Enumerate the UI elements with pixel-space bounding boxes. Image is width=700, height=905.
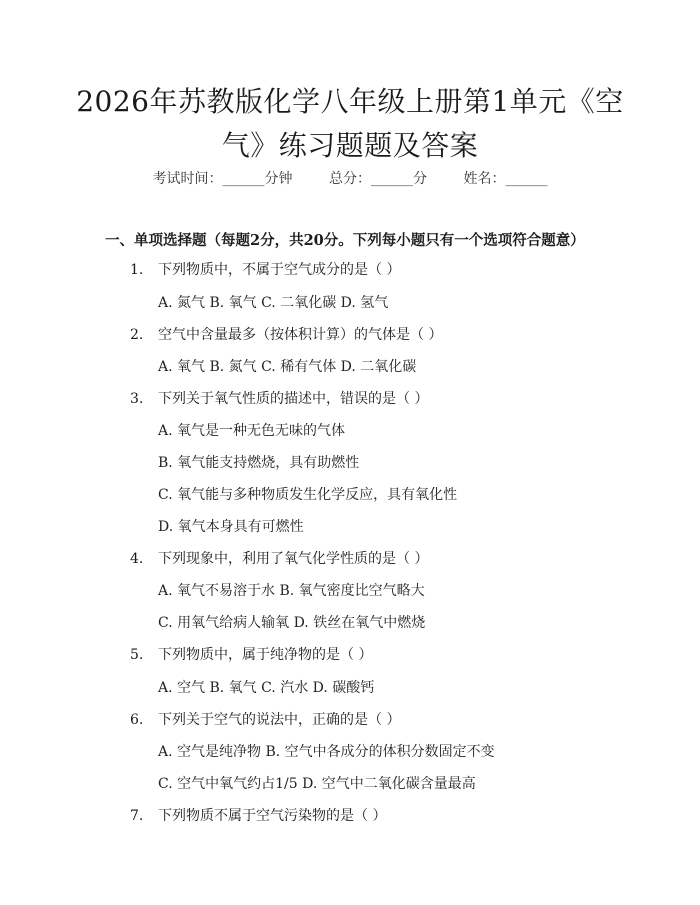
question-6: [130, 709, 400, 729]
question-3-option-a: A. 氧气是一种无色无味的气体: [158, 423, 346, 439]
question-text: 下列现象中，利用了氧气化学性质的是（ ）: [158, 551, 429, 567]
question-3: [130, 388, 428, 408]
question-2-options: A. 氧气 B. 氮气 C. 稀有气体 D. 二氧化碳: [158, 359, 417, 375]
student-name: 姓名：______: [463, 171, 548, 187]
question-4-options-cd: C. 用氧气给病人输氧 D. 铁丝在氧气中燃烧: [158, 615, 426, 631]
exam-score: 总分：______分: [329, 171, 427, 187]
title-line-2: 气》练习题题及答案: [221, 129, 479, 162]
exam-time: 考试时间：______分钟: [152, 171, 293, 187]
question-4: [130, 548, 428, 568]
question-4-options-ab: A. 氧气不易溶于水 B. 氧气密度比空气略大: [158, 583, 425, 599]
question-1-options: A. 氮气 B. 氧气 C. 二氧化碳 D. 氢气: [158, 295, 389, 311]
question-3-option-c: C. 氧气能与多种物质发生化学反应，具有氧化性: [158, 487, 458, 503]
question-text: 下列物质中，属于纯净物的是（ ）: [158, 647, 373, 663]
document-title: [60, 80, 640, 168]
question-6-options-cd: C. 空气中氧气约占1/5 D. 空气中二氧化碳含量最高: [158, 776, 476, 792]
question-text: 下列物质中，不属于空气成分的是（ ）: [158, 262, 401, 278]
question-7: [130, 805, 386, 825]
question-5-options: A. 空气 B. 氧气 C. 汽水 D. 碳酸钙: [158, 680, 375, 696]
question-number: 5.: [130, 647, 144, 663]
question-number: 3.: [130, 391, 144, 407]
question-5: [130, 644, 372, 664]
question-number: 6.: [130, 712, 144, 728]
question-6-options-ab: A. 空气是纯净物 B. 空气中各成分的体积分数固定不变: [158, 744, 495, 760]
question-number: 7.: [130, 808, 144, 824]
question-1: [130, 259, 400, 279]
exam-meta: [0, 168, 700, 188]
question-text: 下列物质不属于空气污染物的是（ ）: [158, 808, 387, 824]
question-number: 1.: [130, 262, 144, 278]
question-text: 空气中含量最多（按体积计算）的气体是（ ）: [158, 327, 443, 343]
question-text: 下列关于氧气性质的描述中，错误的是（ ）: [158, 391, 429, 407]
title-line-1: 2026年苏教版化学八年级上册第1单元《空: [76, 85, 624, 118]
question-number: 4.: [130, 551, 144, 567]
question-3-option-d: D. 氧气本身具有可燃性: [158, 519, 304, 535]
question-3-option-b: B. 氧气能支持燃烧，具有助燃性: [158, 455, 360, 471]
question-2: [130, 324, 442, 344]
section-title: 一、单项选择题（每题2分，共20分。下列每小题只有一个选项符合题意）: [105, 232, 585, 249]
question-number: 2.: [130, 327, 144, 343]
question-text: 下列关于空气的说法中，正确的是（ ）: [158, 712, 401, 728]
